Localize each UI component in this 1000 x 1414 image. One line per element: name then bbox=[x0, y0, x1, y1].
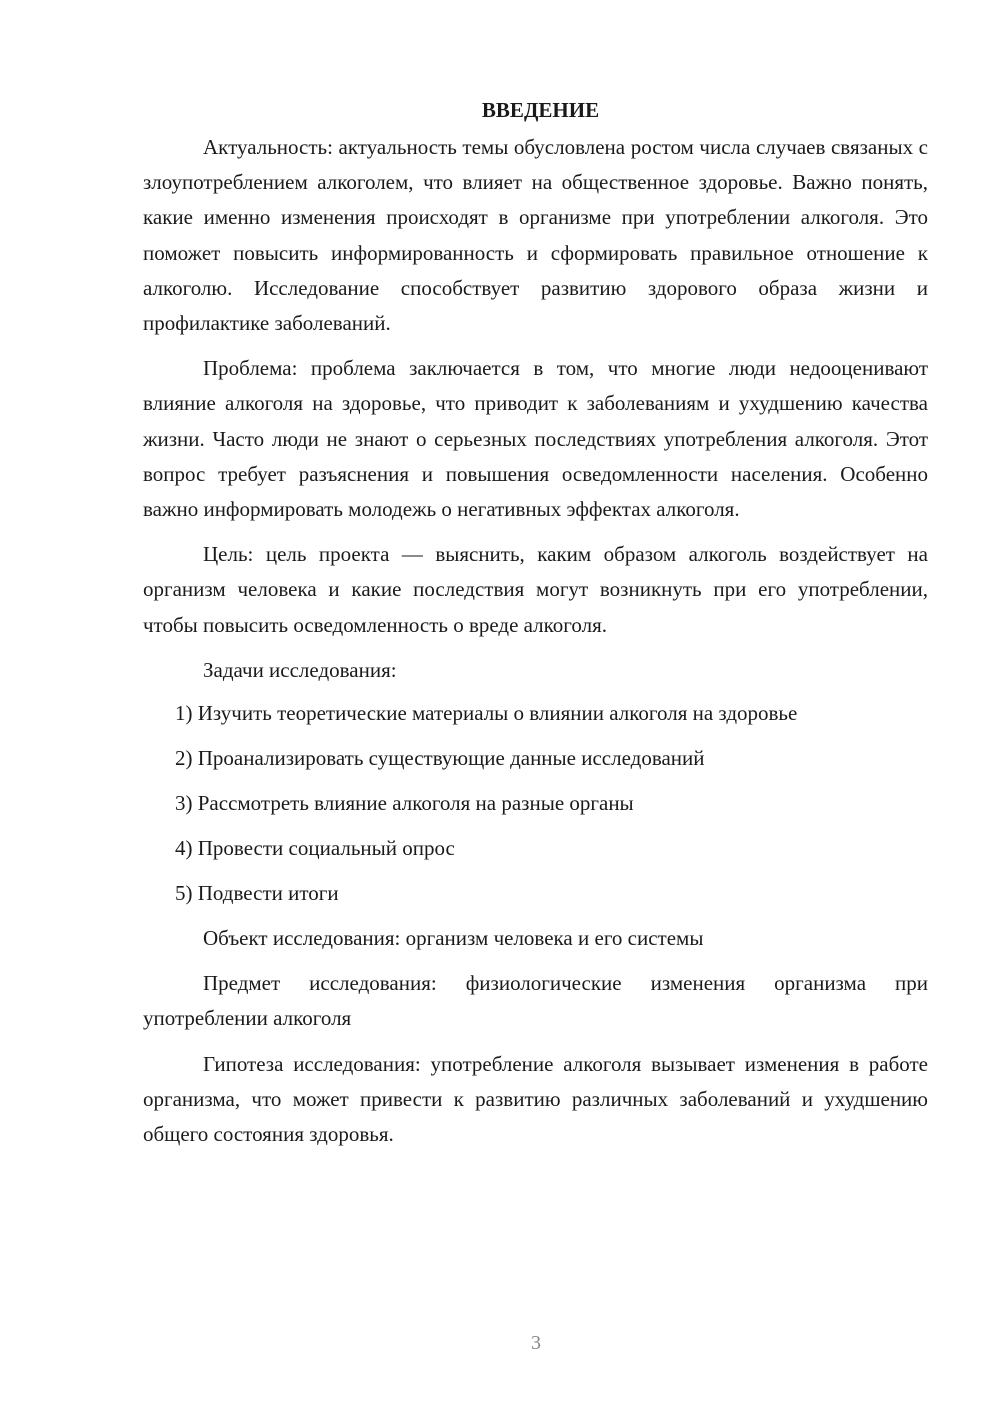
object-paragraph: Объект исследования: организм человека и его системы bbox=[203, 926, 704, 951]
page-number: 3 bbox=[531, 1332, 541, 1354]
list-item: 1) Изучить теоретические материалы о влиянии алкоголя на здоровье bbox=[175, 701, 798, 726]
subject-paragraph: Предмет исследования: физиологические изменения организма при употреблении алкоголя bbox=[143, 971, 928, 1031]
list-item: 5) Подвести итоги bbox=[175, 881, 339, 906]
problem-paragraph: Проблема: проблема заключается в том, что многие люди недооценивают влияние алкоголя на здоровье, что приводит к заболеваниям и ухудшению качества жизни. Часто люди не знают о серьезных последствиях употребления алкоголя. Этот вопрос требует разъяснения и повышения осведомленности населения. Особенно важно информировать молодежь о негативных эффектах алкоголя. bbox=[143, 356, 928, 522]
page-content bbox=[143, 92, 928, 1162]
goal-paragraph: Цель: цель проекта — выяснить, каким образом алкоголь воздействует на организм человека и какие последствия могут возникнуть при его употреблении, чтобы повысить осведомленность о вреде алкоголя. bbox=[143, 542, 928, 637]
relevance-paragraph: Актуальность: актуальность темы обусловлена ростом числа случаев связаных с злоупотреблением алкоголем, что влияет на общественное здоровье. Важно понять, какие именно изменения происходят в организме при употреблении алкоголя. Это поможет повысить информированность и сформировать правильное отношение к алкоголю. Исследование способствует развитию здорового образа жизни и профилактике заболеваний. bbox=[143, 135, 928, 336]
list-item: 4) Провести социальный опрос bbox=[175, 836, 455, 861]
list-item: 3) Рассмотреть влияние алкоголя на разные органы bbox=[175, 791, 634, 816]
list-item: 2) Проанализировать существующие данные исследований bbox=[175, 746, 705, 771]
tasks-list bbox=[143, 696, 928, 911]
tasks-heading: Задачи исследования: bbox=[203, 657, 397, 682]
page-title: ВВЕДЕНИЕ bbox=[481, 98, 600, 122]
hypothesis-paragraph: Гипотеза исследования: употребление алкоголя вызывает изменения в работе организма, что может привести к развитию различных заболеваний и ухудшению общего состояния здоровья. bbox=[143, 1051, 928, 1147]
